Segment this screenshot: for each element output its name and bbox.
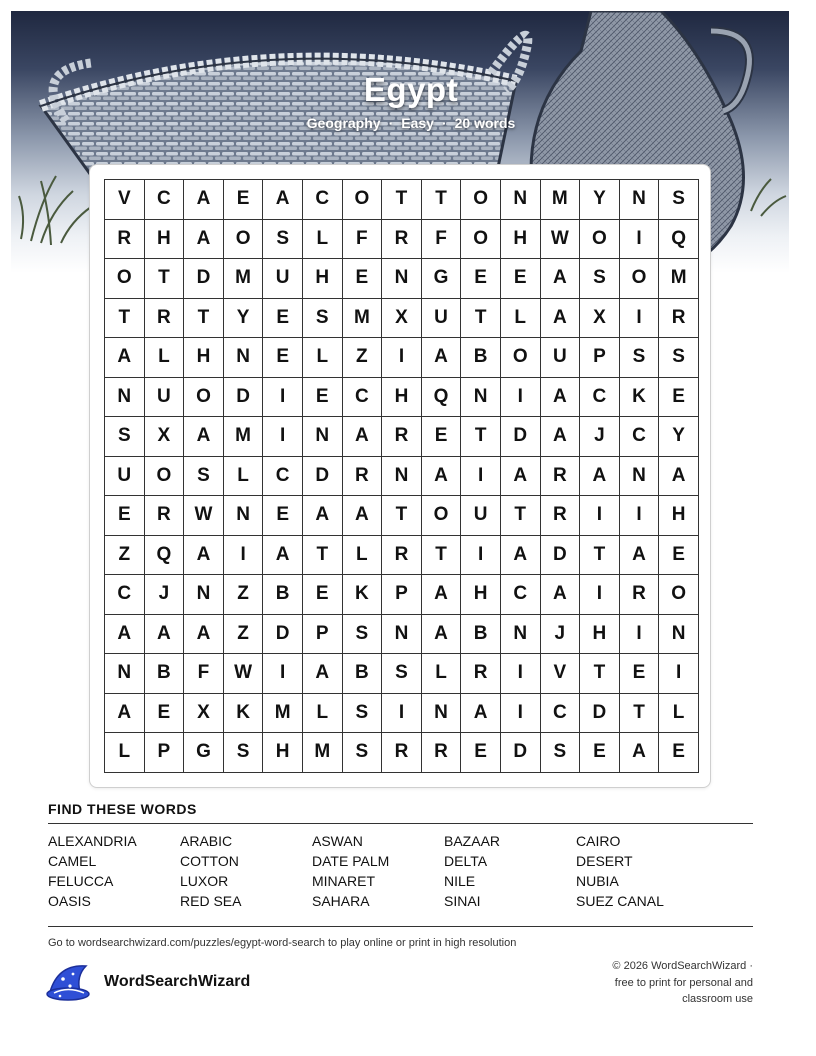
grid-cell[interactable]: E (580, 733, 620, 773)
grid-cell[interactable]: S (540, 733, 580, 773)
wizard-hat-icon (46, 962, 92, 1002)
grid-cell[interactable]: I (659, 654, 699, 694)
meta-word-count: 20 words (454, 115, 516, 131)
word-list-item: MINARET (312, 873, 375, 889)
grid-cell[interactable]: F (421, 219, 461, 259)
word-list-item: SINAI (444, 893, 481, 909)
grid-cell[interactable]: H (184, 338, 224, 378)
grid-cell[interactable]: F (342, 219, 382, 259)
grid-cell[interactable]: O (659, 575, 699, 615)
grid-cell[interactable]: N (223, 338, 263, 378)
grid-cell[interactable]: P (382, 575, 422, 615)
word-list-item: CAMEL (48, 853, 97, 869)
grid-cell[interactable]: B (461, 338, 501, 378)
divider (48, 823, 753, 824)
grid-cell[interactable]: E (500, 259, 540, 299)
grid-cell[interactable]: A (263, 180, 303, 220)
grid-cell[interactable]: A (540, 298, 580, 338)
grid-cell[interactable]: O (184, 377, 224, 417)
grid-cell[interactable]: X (382, 298, 422, 338)
puzzle-meta (11, 115, 789, 131)
grid-cell[interactable]: I (619, 298, 659, 338)
grid-row (105, 259, 699, 299)
grid-cell[interactable]: O (619, 259, 659, 299)
grid-cell[interactable]: R (144, 496, 184, 536)
grid-cell[interactable]: S (382, 654, 422, 694)
grid-cell[interactable]: C (342, 377, 382, 417)
grid-cell[interactable]: K (342, 575, 382, 615)
grid-cell[interactable]: A (105, 614, 145, 654)
grid-cell[interactable]: P (144, 733, 184, 773)
grid-cell[interactable]: Z (105, 535, 145, 575)
grid-cell[interactable]: P (580, 338, 620, 378)
grid-cell[interactable]: P (302, 614, 342, 654)
grid-cell[interactable]: B (342, 654, 382, 694)
grid-cell[interactable]: A (659, 456, 699, 496)
grid-cell[interactable]: D (580, 693, 620, 733)
grid-cell[interactable]: C (540, 693, 580, 733)
word-list (48, 832, 753, 910)
grid-cell[interactable]: E (263, 338, 303, 378)
grid-cell[interactable]: E (461, 259, 501, 299)
grid-cell[interactable]: Z (342, 338, 382, 378)
grid-cell[interactable]: T (580, 535, 620, 575)
grid-cell[interactable]: A (540, 377, 580, 417)
grid-cell[interactable]: A (105, 338, 145, 378)
grid-row (105, 496, 699, 536)
grid-cell[interactable]: S (659, 338, 699, 378)
grid-cell[interactable]: I (580, 496, 620, 536)
grid-cell[interactable]: E (263, 298, 303, 338)
grid-cell[interactable]: G (184, 733, 224, 773)
grid-cell[interactable]: I (461, 535, 501, 575)
grid-cell[interactable]: N (302, 417, 342, 457)
grid-cell[interactable]: D (500, 733, 540, 773)
grid-cell[interactable]: O (144, 456, 184, 496)
grid-cell[interactable]: I (500, 377, 540, 417)
word-list-item: NUBIA (576, 873, 619, 889)
grid-cell[interactable]: D (540, 535, 580, 575)
grid-cell[interactable]: R (342, 456, 382, 496)
grid-row (105, 693, 699, 733)
grid-cell[interactable]: C (144, 180, 184, 220)
grid-cell[interactable]: O (580, 219, 620, 259)
grid-cell[interactable]: U (421, 298, 461, 338)
grid-cell[interactable]: A (342, 496, 382, 536)
grid-cell[interactable]: Q (659, 219, 699, 259)
grid-cell[interactable]: R (540, 496, 580, 536)
grid-cell[interactable]: O (461, 219, 501, 259)
grid-cell[interactable]: X (580, 298, 620, 338)
grid-cell[interactable]: A (500, 456, 540, 496)
grid-cell[interactable]: H (580, 614, 620, 654)
word-list-item: DESERT (576, 853, 633, 869)
grid-cell[interactable]: M (659, 259, 699, 299)
grid-cell[interactable]: R (659, 298, 699, 338)
grid-cell[interactable]: T (382, 496, 422, 536)
grid-cell[interactable]: C (105, 575, 145, 615)
grid-cell[interactable]: I (619, 496, 659, 536)
goto-link-text[interactable]: Go to wordsearchwizard.com/puzzles/egypt-word-search to play online or print in high resolution (48, 937, 517, 949)
grid-cell[interactable]: Y (223, 298, 263, 338)
grid-cell[interactable]: D (263, 614, 303, 654)
grid-cell[interactable]: N (105, 654, 145, 694)
grid-row (105, 614, 699, 654)
grid-cell[interactable]: K (223, 693, 263, 733)
grid-row (105, 733, 699, 773)
grid-cell[interactable]: N (461, 377, 501, 417)
grid-cell[interactable]: T (500, 496, 540, 536)
copyright-line: classroom use (682, 993, 753, 1005)
grid-cell[interactable]: A (540, 575, 580, 615)
grid-cell[interactable]: A (540, 259, 580, 299)
word-list-item: NILE (444, 873, 476, 889)
grid-cell[interactable]: N (223, 496, 263, 536)
word-list-item: LUXOR (180, 873, 229, 889)
grid-cell[interactable]: S (580, 259, 620, 299)
grid-cell[interactable]: M (342, 298, 382, 338)
grid-cell[interactable]: C (263, 456, 303, 496)
grid-cell[interactable]: T (144, 259, 184, 299)
grid-cell[interactable]: N (382, 259, 422, 299)
grid-cell[interactable]: J (540, 614, 580, 654)
grid-cell[interactable]: L (302, 338, 342, 378)
grid-cell[interactable]: W (540, 219, 580, 259)
grid-cell[interactable]: R (461, 654, 501, 694)
grid-cell[interactable]: A (421, 338, 461, 378)
grid-cell[interactable]: E (619, 654, 659, 694)
meta-separator: · (388, 115, 394, 131)
word-list-item: SAHARA (312, 893, 370, 909)
copyright-line: free to print for personal and (614, 976, 753, 989)
grid-cell[interactable]: F (184, 654, 224, 694)
brand[interactable] (46, 962, 250, 1002)
grid-cell[interactable]: S (223, 733, 263, 773)
grid-cell[interactable]: R (619, 575, 659, 615)
grid-row (105, 417, 699, 457)
grid-cell[interactable]: N (382, 456, 422, 496)
grid-cell[interactable]: L (105, 733, 145, 773)
grid-cell[interactable]: A (461, 693, 501, 733)
grid-cell[interactable]: Z (223, 614, 263, 654)
grid-cell[interactable]: H (659, 496, 699, 536)
grid-cell[interactable]: H (382, 377, 422, 417)
grid-row (105, 654, 699, 694)
grid-cell[interactable]: E (659, 377, 699, 417)
copyright (583, 958, 753, 1008)
grid-row (105, 298, 699, 338)
grid-cell[interactable]: A (184, 417, 224, 457)
grid-cell[interactable]: S (105, 417, 145, 457)
grid-cell[interactable]: A (421, 575, 461, 615)
word-list-item: OASIS (48, 893, 91, 909)
grid-cell[interactable]: S (302, 298, 342, 338)
grid-cell[interactable]: H (461, 575, 501, 615)
grid-cell[interactable]: A (302, 496, 342, 536)
grid-cell[interactable]: N (619, 180, 659, 220)
grid-cell[interactable]: U (105, 456, 145, 496)
grid-cell[interactable]: T (461, 417, 501, 457)
title-block (11, 71, 789, 131)
word-list-item: DATE PALM (312, 853, 390, 869)
grid-cell[interactable]: O (342, 180, 382, 220)
word-list-item: COTTON (180, 853, 239, 869)
grid-cell[interactable]: A (184, 180, 224, 220)
grid-cell[interactable]: U (461, 496, 501, 536)
grid-cell[interactable]: T (382, 180, 422, 220)
grid-cell[interactable]: V (105, 180, 145, 220)
grid-cell[interactable]: I (500, 654, 540, 694)
grid-cell[interactable]: N (659, 614, 699, 654)
grid-cell[interactable]: N (619, 456, 659, 496)
grid-cell[interactable]: A (105, 693, 145, 733)
word-list-item: SUEZ CANAL (576, 893, 664, 909)
grid-cell[interactable]: L (659, 693, 699, 733)
grid-cell[interactable]: U (144, 377, 184, 417)
grid-cell[interactable]: T (184, 298, 224, 338)
grid-cell[interactable]: H (500, 219, 540, 259)
divider (48, 926, 753, 927)
grid-cell[interactable]: S (342, 693, 382, 733)
grid-cell[interactable]: S (619, 338, 659, 378)
grid-cell[interactable]: I (461, 456, 501, 496)
word-list-item: RED SEA (180, 893, 242, 909)
grid-cell[interactable]: T (105, 298, 145, 338)
grid-cell[interactable]: U (540, 338, 580, 378)
word-list-item: CAIRO (576, 833, 621, 849)
grid-cell[interactable]: M (223, 259, 263, 299)
grid-cell[interactable]: X (184, 693, 224, 733)
grid-cell[interactable]: O (421, 496, 461, 536)
grid-cell[interactable]: A (540, 417, 580, 457)
grid-cell[interactable]: L (223, 456, 263, 496)
letter-grid (104, 179, 699, 773)
grid-cell[interactable]: R (105, 219, 145, 259)
word-list-item: ALEXANDRIA (48, 833, 137, 849)
word-list-heading: FIND THESE WORDS (48, 801, 197, 817)
grid-cell[interactable]: O (223, 219, 263, 259)
grid-cell[interactable]: E (659, 733, 699, 773)
grid-cell[interactable]: E (461, 733, 501, 773)
grid-cell[interactable]: D (184, 259, 224, 299)
grid-cell[interactable]: I (382, 338, 422, 378)
grid-cell[interactable]: J (144, 575, 184, 615)
grid-cell[interactable]: Y (659, 417, 699, 457)
grid-cell[interactable]: V (540, 654, 580, 694)
grid-cell[interactable]: A (421, 614, 461, 654)
grid-cell[interactable]: M (223, 417, 263, 457)
grid-cell[interactable]: L (144, 338, 184, 378)
grid-cell[interactable]: N (421, 693, 461, 733)
grid-cell[interactable]: G (421, 259, 461, 299)
grid-cell[interactable]: W (184, 496, 224, 536)
grid-cell[interactable]: C (302, 180, 342, 220)
grid-cell[interactable]: R (144, 298, 184, 338)
grid-row (105, 456, 699, 496)
grid-cell[interactable]: E (223, 180, 263, 220)
grid-cell[interactable]: M (263, 693, 303, 733)
grid-cell[interactable]: A (619, 733, 659, 773)
grid-cell[interactable]: L (421, 654, 461, 694)
grid-row (105, 338, 699, 378)
grid-cell[interactable]: A (619, 535, 659, 575)
grid-cell[interactable]: B (144, 654, 184, 694)
grid-cell[interactable]: E (263, 496, 303, 536)
grid-cell[interactable]: U (263, 259, 303, 299)
grid-cell[interactable]: L (302, 693, 342, 733)
grid-cell[interactable]: E (659, 535, 699, 575)
grid-cell[interactable]: A (184, 535, 224, 575)
word-list-item: ASWAN (312, 833, 363, 849)
grid-cell[interactable]: R (421, 733, 461, 773)
grid-cell[interactable]: O (461, 180, 501, 220)
grid-cell[interactable]: E (105, 496, 145, 536)
grid-cell[interactable]: O (500, 338, 540, 378)
grid-cell[interactable]: L (500, 298, 540, 338)
grid-cell[interactable]: I (619, 219, 659, 259)
word-list-item: BAZAAR (444, 833, 501, 849)
grid-cell[interactable]: Q (421, 377, 461, 417)
grid-cell[interactable]: T (461, 298, 501, 338)
grid-cell[interactable]: X (144, 417, 184, 457)
grid-cell[interactable]: D (500, 417, 540, 457)
grid-cell[interactable]: E (342, 259, 382, 299)
grid-cell[interactable]: S (263, 219, 303, 259)
grid-cell[interactable]: I (500, 693, 540, 733)
grid-cell[interactable]: N (382, 614, 422, 654)
grid-row (105, 535, 699, 575)
grid-cell[interactable]: A (184, 219, 224, 259)
grid-cell[interactable]: A (342, 417, 382, 457)
word-list-item: DELTA (444, 853, 488, 869)
grid-cell[interactable]: R (382, 417, 422, 457)
grid-cell[interactable]: Y (580, 180, 620, 220)
grid-cell[interactable]: H (263, 733, 303, 773)
grid-cell[interactable]: R (382, 219, 422, 259)
grid-cell[interactable]: O (105, 259, 145, 299)
brand-name: WordSearchWizard (104, 973, 251, 990)
grid-cell[interactable]: A (144, 614, 184, 654)
meta-category: Geography (306, 115, 381, 131)
grid-cell[interactable]: A (580, 456, 620, 496)
grid-cell[interactable]: A (263, 535, 303, 575)
grid-cell[interactable]: S (659, 180, 699, 220)
grid-cell[interactable]: N (105, 377, 145, 417)
grid-cell[interactable]: I (619, 614, 659, 654)
grid-cell[interactable]: C (619, 417, 659, 457)
grid-cell[interactable]: E (421, 417, 461, 457)
grid-cell[interactable]: T (421, 535, 461, 575)
grid-cell[interactable]: A (421, 456, 461, 496)
grid-cell[interactable]: I (263, 377, 303, 417)
grid-cell[interactable]: T (619, 693, 659, 733)
page-title: Egypt (363, 71, 459, 108)
grid-cell[interactable]: Z (223, 575, 263, 615)
grid-row (105, 180, 699, 220)
grid-cell[interactable]: Q (144, 535, 184, 575)
grid-cell[interactable]: H (144, 219, 184, 259)
grid-cell[interactable]: I (263, 417, 303, 457)
copyright-line: © 2026 WordSearchWizard · (612, 960, 753, 972)
grid-cell[interactable]: I (580, 575, 620, 615)
grid-cell[interactable]: M (540, 180, 580, 220)
grid-cell[interactable]: S (184, 456, 224, 496)
grid-cell[interactable]: R (382, 535, 422, 575)
grid-cell[interactable]: A (302, 654, 342, 694)
grid-cell[interactable]: S (342, 614, 382, 654)
grid-row (105, 377, 699, 417)
grid-cell[interactable]: L (302, 219, 342, 259)
grid-cell[interactable]: D (302, 456, 342, 496)
grid-cell[interactable]: B (461, 614, 501, 654)
grid-cell[interactable]: W (223, 654, 263, 694)
grid-cell[interactable]: N (184, 575, 224, 615)
grid-cell[interactable]: K (619, 377, 659, 417)
grid-cell[interactable]: E (302, 575, 342, 615)
grid-cell[interactable]: C (580, 377, 620, 417)
puzzle-card (89, 164, 711, 788)
grid-cell[interactable]: E (144, 693, 184, 733)
grid-cell[interactable]: H (302, 259, 342, 299)
grid-cell[interactable]: R (540, 456, 580, 496)
grid-cell[interactable]: I (263, 654, 303, 694)
meta-difficulty: Easy (401, 115, 434, 131)
grid-cell[interactable]: I (223, 535, 263, 575)
grid-row (105, 219, 699, 259)
grid-cell[interactable]: N (500, 180, 540, 220)
word-list-item: FELUCCA (48, 873, 114, 889)
grid-cell[interactable]: M (302, 733, 342, 773)
grid-cell[interactable]: A (184, 614, 224, 654)
grid-row (105, 575, 699, 615)
grid-cell[interactable]: S (342, 733, 382, 773)
meta-separator: · (441, 115, 447, 131)
grid-cell[interactable]: N (500, 614, 540, 654)
grid-cell[interactable]: C (500, 575, 540, 615)
word-list-item: ARABIC (180, 833, 233, 849)
grid-cell[interactable]: J (580, 417, 620, 457)
grid-cell[interactable]: A (500, 535, 540, 575)
grid-cell[interactable]: D (223, 377, 263, 417)
grid-cell[interactable]: B (263, 575, 303, 615)
grid-cell[interactable]: T (302, 535, 342, 575)
grid-cell[interactable]: T (580, 654, 620, 694)
grid-cell[interactable]: R (382, 733, 422, 773)
grid-cell[interactable]: T (421, 180, 461, 220)
grid-cell[interactable]: L (342, 535, 382, 575)
grid-cell[interactable]: I (382, 693, 422, 733)
grid-cell[interactable]: E (302, 377, 342, 417)
